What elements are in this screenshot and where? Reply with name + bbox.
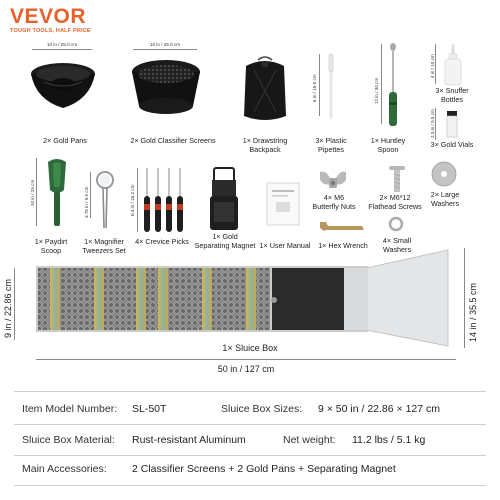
hex-wrench-label: 1× Hex Wrench [318, 241, 368, 250]
pipettes-label: 3× Plastic Pipettes [315, 136, 347, 154]
spoon-label: 1× Huntley Spoon [370, 136, 406, 154]
washer-icon [430, 160, 458, 188]
separator [14, 455, 486, 456]
bottle-dim-line [435, 44, 436, 84]
separator [14, 391, 486, 392]
scoop-label: 1× Paydirt Scoop [34, 237, 68, 255]
pipette-dim: 6 in / 15.0 cm [312, 74, 317, 102]
weight-value: 11.2 lbs / 5.1 kg [352, 434, 426, 446]
spoon-icon [386, 42, 400, 128]
butterfly-nuts-label: 4× M6 Butterfly Nuts [312, 193, 356, 211]
tweezers-dim-line [90, 172, 91, 218]
model-value: SL-50T [132, 403, 167, 415]
scoop-icon [44, 156, 70, 228]
sluice-box-label: 1× Sluice Box [222, 343, 278, 353]
vial-dim: 2.3 in / 5.5 cm [430, 109, 435, 138]
classifier-screens-label: 2× Gold Classifier Screens [130, 136, 216, 145]
brand-logo [10, 6, 110, 34]
hex-wrench-icon [318, 219, 366, 233]
tweezers-icon [94, 170, 116, 230]
separator [14, 485, 486, 486]
separator [14, 424, 486, 425]
weight-label: Net weight: [283, 434, 336, 446]
spoon-dim: 12 in / 30 cm [374, 77, 379, 104]
manual-icon [266, 182, 300, 226]
crevice-pick-icon [142, 166, 186, 234]
brand-tagline: TOUGH TOOLS, HALF PRICE [10, 28, 91, 34]
large-washers-label: 2× Large Washers [430, 190, 460, 208]
bottle-dim: 4 in / 10 cm [430, 54, 435, 78]
sluice-right-dim: 14 in / 35.5 cm [462, 248, 482, 348]
pipette-dim-line [319, 54, 320, 116]
classifier-screen-icon [131, 56, 201, 122]
picks-dim: 6.4 in / 16.2 cm [130, 184, 135, 216]
size-value: 9 × 50 in / 22.86 × 127 cm [318, 403, 441, 415]
spoon-dim-line [381, 44, 382, 124]
vial-dim-line [435, 108, 436, 140]
magnet-icon [206, 166, 242, 234]
accessories-label: Main Accessories: [22, 463, 107, 475]
small-washers-label: 4× Small Washers [382, 236, 412, 254]
gold-pan-icon [30, 60, 96, 116]
pipette-icon [325, 52, 337, 122]
scoop-dim-line [36, 158, 37, 226]
backpack-icon [240, 52, 290, 124]
picks-label: 4× Crevice Picks [135, 237, 189, 246]
flathead-screws-label: 2× M6*12 Flathead Screws [368, 193, 422, 211]
vial-icon [444, 110, 460, 138]
backpack-label: 1× Drawstring Backpack [242, 136, 288, 154]
manual-label: 1× User Manual [259, 241, 311, 250]
bottles-label: 3× Snuffer Bottles [435, 86, 469, 104]
gold-pans-label: 2× Gold Pans [43, 136, 87, 145]
size-label: Sluice Box Sizes: [221, 403, 303, 415]
material-label: Sluice Box Material: [22, 434, 115, 446]
tweezers-dim: 3.75 in / 9.5 cm [84, 186, 89, 218]
scoop-dim: 10 in / 25 cm [30, 179, 35, 206]
sluice-length-dim: 50 in / 127 cm [36, 359, 456, 374]
sluice-box-icon [36, 248, 456, 348]
model-label: Item Model Number: [22, 403, 118, 415]
picks-dim-line [137, 168, 138, 232]
butterfly-nut-icon [318, 168, 348, 192]
small-washer-icon [388, 216, 404, 232]
sluice-height-dim: 9 in / 22.86 cm [6, 268, 22, 340]
bottle-icon [440, 42, 466, 86]
screw-icon [386, 164, 408, 194]
accessories-value: 2 Classifier Screens + 2 Gold Pans + Separating Magnet [132, 463, 396, 475]
magnet-label: 1× Gold Separating Magnet [194, 232, 256, 250]
vials-label: 3× Gold Vials [430, 140, 474, 149]
material-value: Rust-resistant Aluminum [132, 434, 246, 446]
brand-name: VEVOR [10, 5, 87, 28]
tweezers-label: 1× Magnifier Tweezers Set [82, 237, 126, 255]
